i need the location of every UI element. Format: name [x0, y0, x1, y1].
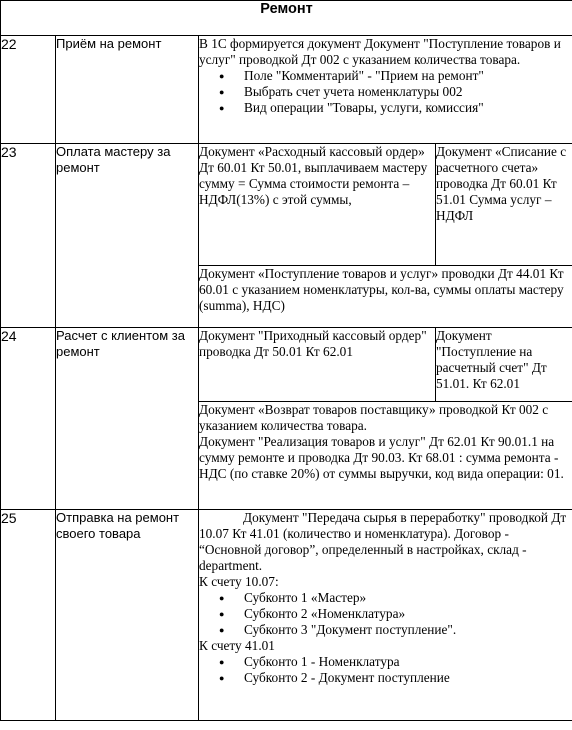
list-item: ● Вид операции "Товары, услуги, комиссия" [199, 100, 572, 116]
table-row [1, 36, 572, 144]
row-name: Приём на ремонт [56, 36, 199, 144]
bullet-list [199, 68, 572, 116]
table-title: Ремонт [1, 1, 572, 36]
description-text: В 1С формируется документ Документ "Поступление товаров и услуг" проводкой Дт 002 с указанием количества товара. [199, 36, 561, 67]
row-right-cell: Документ «Списание с расчетного счета» проводка Дт 60.01 Кт 51.01 Сумма услуг – НДФЛ [436, 144, 572, 266]
list-item: ● Субконто 2 - Документ поступление [199, 670, 572, 686]
table-row [1, 144, 572, 266]
table-row [1, 510, 572, 721]
row-description [199, 36, 572, 144]
row-name: Расчет с клиентом за ремонт [56, 328, 199, 510]
row-number: 25 [1, 510, 56, 721]
bullet-list [199, 654, 572, 686]
description-text: Документ "Передача сырья в переработку" проводкой Дт 10.07 Кт 41.01 (количество и номенклатура). Договор - “Основной договор”, определенный в настройках, склад - department. [199, 510, 567, 573]
row-left-cell: Документ «Расходный кассовый ордер» Дт 60.01 Кт 50.01, выплачиваем мастеру сумму = Сумма стоимости ремонта – НДФЛ(13%) с этой суммы, [199, 144, 436, 266]
account-heading: К счету 41.01 [199, 638, 275, 653]
list-item: ● Субконто 3 "Документ поступление". [199, 622, 572, 638]
table-header-row [1, 1, 572, 36]
row-bottom-cell: Документ «Поступление товаров и услуг» проводки Дт 44.01 Кт 60.01 с указанием номенклатуры, кол-ва, суммы оплаты мастеру (summa), НДС) [199, 266, 572, 328]
bottom-text-1: Документ «Возврат товаров поставщику» проводкой Кт 002 с указанием количества товара. [199, 402, 549, 433]
list-item: ● Выбрать счет учета номенклатуры 002 [199, 84, 572, 100]
row-number: 22 [1, 36, 56, 144]
row-bottom-cell [199, 402, 572, 510]
row-number: 24 [1, 328, 56, 510]
list-item: ● Субконто 2 «Номенклатура» [199, 606, 572, 622]
list-item: ● Поле "Комментарий" - "Прием на ремонт" [199, 68, 572, 84]
account-heading: К счету 10.07: [199, 574, 279, 589]
bottom-text-2: Документ "Реализация товаров и услуг" Дт 62.01 Кт 90.01.1 на сумму ремонте и проводка Дт 90.03. Кт 68.01 : сумма ремонта - НДС (по ставке 20%) от суммы выручки, код вида операции: 01. [199, 434, 564, 481]
row-left-cell: Документ "Приходный кассовый ордер" проводка Дт 50.01 Кт 62.01 [199, 328, 436, 402]
row-name: Оплата мастеру за ремонт [56, 144, 199, 328]
row-name: Отправка на ремонт своего товара [56, 510, 199, 721]
row-number: 23 [1, 144, 56, 328]
bullet-list [199, 590, 572, 638]
list-item: ● Субконто 1 - Номенклатура [199, 654, 572, 670]
row-right-cell: Документ "Поступление на расчетный счет" Дт 51.01. Кт 62.01 [436, 328, 572, 402]
list-item: ● Субконто 1 «Мастер» [199, 590, 572, 606]
row-description [199, 510, 572, 721]
table-row [1, 328, 572, 402]
